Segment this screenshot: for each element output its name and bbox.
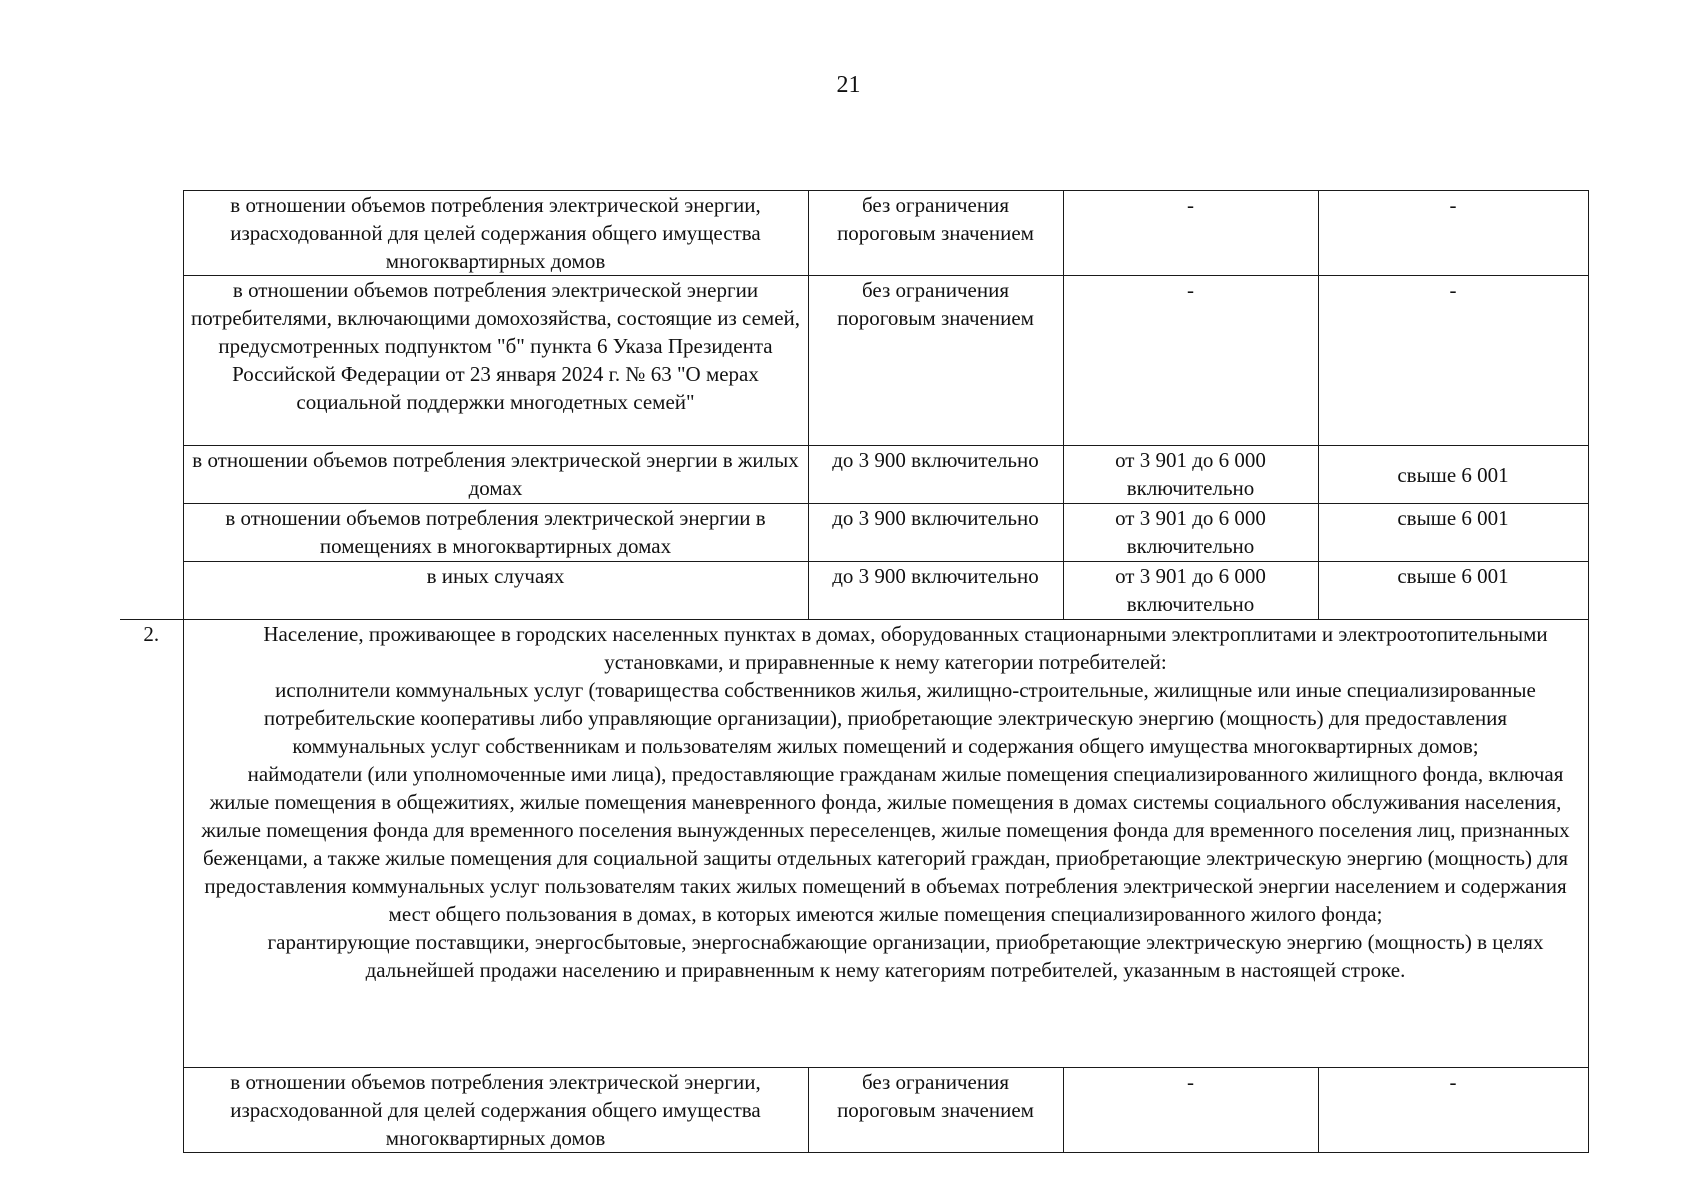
table-row <box>120 276 1588 446</box>
threshold-1-cell: до 3 900 включительно <box>808 446 1063 504</box>
page-number: 21 <box>836 72 861 98</box>
row-number-cell <box>120 191 183 276</box>
threshold-1-cell: до 3 900 включительно <box>808 562 1063 620</box>
row-number-cell <box>120 446 183 504</box>
section-2-description <box>183 620 1588 1068</box>
threshold-2-cell: - <box>1063 191 1318 276</box>
threshold-3-cell: свыше 6 001 <box>1318 504 1588 562</box>
threshold-1-cell: без ограничения пороговым значением <box>808 191 1063 276</box>
description-cell: в отношении объемов потребления электрической энергии в жилых домах <box>183 446 808 504</box>
row-number-cell <box>120 504 183 562</box>
threshold-2-cell: - <box>1063 276 1318 446</box>
description-cell: в отношении объемов потребления электрической энергии потребителями, включающими домохозяйства, состоящие из семей, предусмотренных подпунктом "б" пункта 6 Указа Президента Российской Федерации от 23 января 2024 г. № 63 "О мерах социальной поддержки многодетных семей" <box>183 276 808 446</box>
section-2-paragraph: Население, проживающее в городских населенных пунктах в домах, оборудованных стационарными электроплитами и электроотопительными установками, и приравненные к нему категории потребителей: <box>263 622 1548 674</box>
table-row <box>120 620 1588 1068</box>
threshold-2-cell: - <box>1063 1068 1318 1153</box>
threshold-3-cell: свыше 6 001 <box>1318 446 1588 504</box>
section-number-cell: 2. <box>120 620 183 1068</box>
row-number-cell <box>120 562 183 620</box>
threshold-3-cell: свыше 6 001 <box>1318 562 1588 620</box>
threshold-3-cell: - <box>1318 276 1588 446</box>
threshold-3-cell: - <box>1318 191 1588 276</box>
threshold-1-cell: без ограничения пороговым значением <box>808 276 1063 446</box>
row-number-cell <box>120 276 183 446</box>
threshold-2-cell: от 3 901 до 6 000 включительно <box>1063 504 1318 562</box>
description-cell: в отношении объемов потребления электрической энергии в помещениях в многоквартирных домах <box>183 504 808 562</box>
section-2-paragraph: исполнители коммунальных услуг (товарищества собственников жилья, жилищно-строительные, жилищные или иные специализированные потребительские кооперативы либо управляющие организации), приобретающие электрическую энергию (мощность) для предоставления коммунальных услуг собственникам и пользователям жилых помещений и содержания общего имущества многоквартирных домов; <box>263 678 1536 758</box>
table-row <box>120 504 1588 562</box>
threshold-2-cell: от 3 901 до 6 000 включительно <box>1063 446 1318 504</box>
row-number-cell <box>120 1068 183 1153</box>
table-row <box>120 191 1588 276</box>
table-row <box>120 446 1588 504</box>
description-cell: в отношении объемов потребления электрической энергии, израсходованной для целей содержания общего имущества многоквартирных домов <box>183 191 808 276</box>
description-cell: в отношении объемов потребления электрической энергии, израсходованной для целей содержания общего имущества многоквартирных домов <box>183 1068 808 1153</box>
description-cell: в иных случаях <box>183 562 808 620</box>
section-2-paragraph: наймодатели (или уполномоченные ими лица), предоставляющие гражданам жилые помещения специализированного жилищного фонда, включая жилые помещения в общежитиях, жилые помещения маневренного фонда, жилые помещения в домах системы социального обслуживания населения, жилые помещения фонда для временного поселения вынужденных переселенцев, жилые помещения фонда для временного поселения лиц, признанных беженцами, а также жилые помещения для социальной защиты отдельных категорий граждан, приобретающие электрическую энергию (мощность) для предоставления коммунальных услуг пользователям таких жилых помещений в объемах потребления электрической энергии населением и содержания мест общего пользования в домах, в которых имеются жилые помещения специализированного жилого фонда; <box>201 762 1570 926</box>
threshold-2-cell: от 3 901 до 6 000 включительно <box>1063 562 1318 620</box>
section-2-paragraph: гарантирующие поставщики, энергосбытовые, энергоснабжающие организации, приобретающие электрическую энергию (мощность) в целях дальнейшей продажи населению и приравненным к нему категориям потребителей, указанным в настоящей строке. <box>267 930 1544 982</box>
threshold-3-cell: - <box>1318 1068 1588 1153</box>
threshold-1-cell: без ограничения пороговым значением <box>808 1068 1063 1153</box>
table-row <box>120 562 1588 620</box>
tariff-table <box>120 190 1589 1153</box>
table-row <box>120 1068 1588 1153</box>
threshold-1-cell: до 3 900 включительно <box>808 504 1063 562</box>
